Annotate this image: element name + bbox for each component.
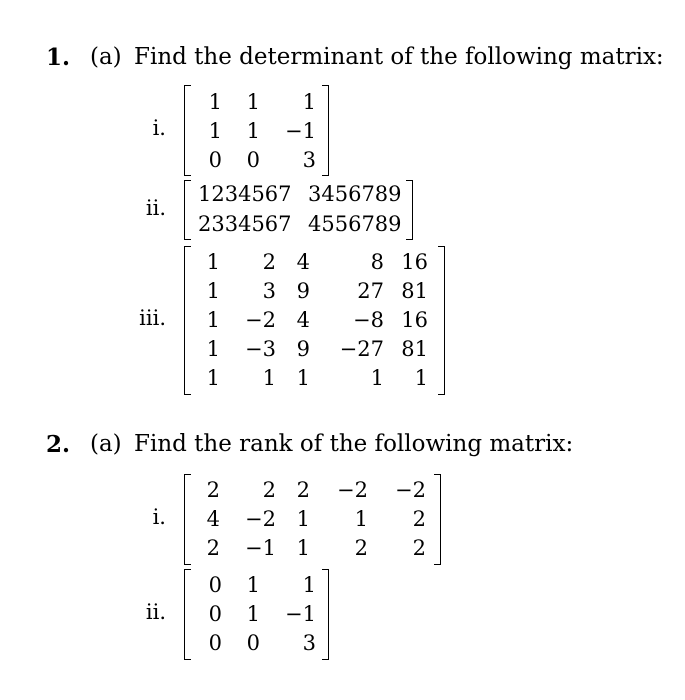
matrix-cell: −2 [337,478,368,502]
problem-1-number: 1. [46,44,71,71]
problem-1-item-iii-label: iii. [139,306,166,330]
matrix-cell: 1 [262,366,276,390]
matrix-cell: 0 [246,148,260,172]
matrix-cell: 1 [206,308,220,332]
left-bracket [184,85,191,176]
matrix-cell: 0 [246,631,260,655]
problem-1-question: Find the determinant of the following matrix: [134,44,664,70]
problem-1-part-label: (a) [90,44,122,70]
matrix-cell: 1 [246,602,260,626]
problem-1-matrix-iii [184,246,445,395]
problem-2-item-ii-label: ii. [145,600,166,624]
problem-2-matrix-ii [184,569,329,660]
matrix-cell: 1 [296,366,310,390]
problem-1-matrix-i [184,85,329,176]
matrix-cell: 2 [262,250,276,274]
matrix-cell: 16 [401,250,428,274]
right-bracket [406,180,413,240]
problem-2-number: 2. [46,431,71,458]
matrix-cell: −3 [245,337,276,361]
matrix-cell: 1 [296,536,310,560]
matrix-cell: 2 [206,536,220,560]
matrix-cell: 0 [208,573,222,597]
matrix-cell: 1 [206,279,220,303]
right-bracket [322,85,329,176]
matrix-cell: 1 [246,119,260,143]
matrix-cell: 2 [412,507,426,531]
matrix-cell: 4 [206,507,220,531]
matrix-cell: 1 [370,366,384,390]
matrix-cell: −2 [245,308,276,332]
matrix-cell: 4 [296,308,310,332]
matrix-cell: 3 [262,279,276,303]
matrix-cell: 3 [302,148,316,172]
matrix-cell: 1 [206,366,220,390]
matrix-cell: −8 [353,308,384,332]
matrix-cell: 1 [208,90,222,114]
matrix-cell: 0 [208,148,222,172]
matrix-cell: 1 [354,507,368,531]
matrix-cell: 1234567 [198,182,292,206]
matrix-cell: 9 [296,337,310,361]
problem-2-matrix-i [184,474,441,565]
matrix-cell: 3456789 [308,182,402,206]
problem-2-part-label: (a) [90,431,122,457]
matrix-cell: 2 [206,478,220,502]
left-bracket [184,474,191,565]
matrix-cell: −2 [245,507,276,531]
right-bracket [438,246,445,395]
matrix-cell: 16 [401,308,428,332]
matrix-cell: 4556789 [308,212,402,236]
matrix-cell: 1 [414,366,428,390]
matrix-cell: 1 [296,507,310,531]
matrix-cell: 2 [262,478,276,502]
matrix-cell: 0 [208,631,222,655]
matrix-cell: 0 [208,602,222,626]
matrix-cell: 2334567 [198,212,292,236]
matrix-cell: 2 [296,478,310,502]
matrix-cell: −27 [339,337,384,361]
matrix-cell: 1 [208,119,222,143]
problem-1-item-i-label: i. [152,116,166,140]
matrix-cell: 2 [412,536,426,560]
problem-1-matrix-ii [184,180,413,240]
problem-2-question: Find the rank of the following matrix: [134,431,574,457]
left-bracket [184,569,191,660]
matrix-cell: 81 [401,279,428,303]
matrix-cell: 8 [370,250,384,274]
matrix-cell: 1 [246,90,260,114]
left-bracket [184,180,191,240]
matrix-cell: −1 [245,536,276,560]
right-bracket [322,569,329,660]
problem-1-item-ii-label: ii. [145,196,166,220]
matrix-cell: −1 [285,119,316,143]
matrix-cell: 1 [246,573,260,597]
matrix-cell: 2 [354,536,368,560]
problem-2-item-i-label: i. [152,505,166,529]
matrix-cell: 1 [206,250,220,274]
matrix-cell: −2 [395,478,426,502]
matrix-cell: −1 [285,602,316,626]
matrix-cell: 81 [401,337,428,361]
left-bracket [184,246,191,395]
matrix-cell: 9 [296,279,310,303]
matrix-cell: 3 [302,631,316,655]
matrix-cell: 4 [296,250,310,274]
matrix-cell: 27 [357,279,384,303]
matrix-cell: 1 [206,337,220,361]
matrix-cell: 1 [302,90,316,114]
right-bracket [434,474,441,565]
matrix-cell: 1 [302,573,316,597]
